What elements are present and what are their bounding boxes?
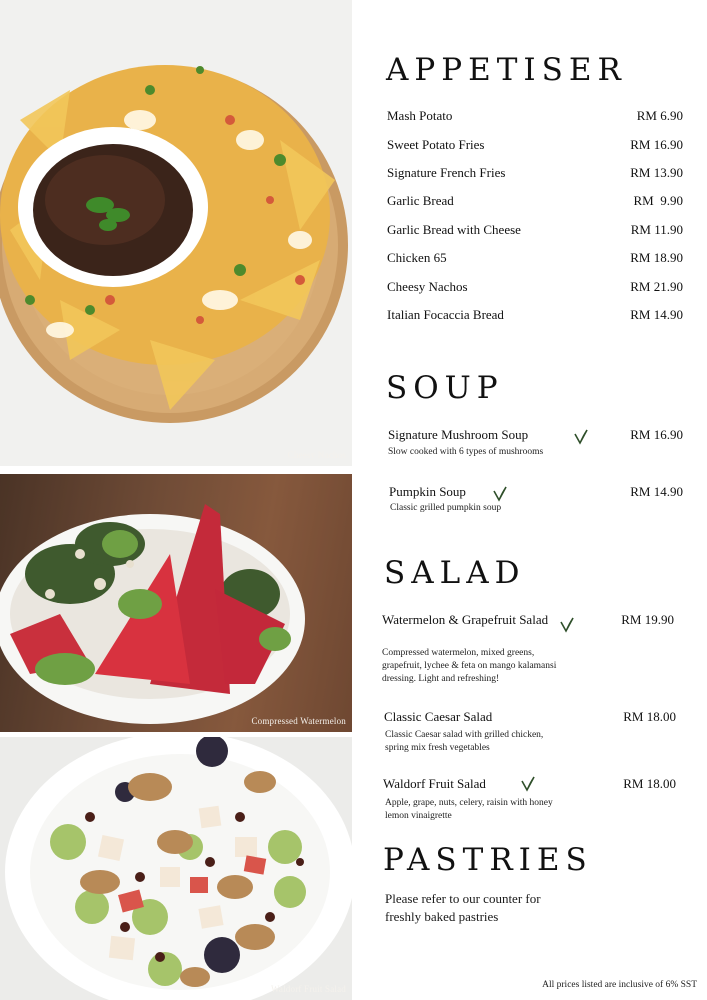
soup-item-description: Slow cooked with 6 types of mushrooms: [388, 447, 544, 457]
appetiser-item-name: Signature French Fries: [387, 165, 506, 180]
appetiser-item-name: Sweet Potato Fries: [387, 137, 485, 152]
pastries-note-line: Please refer to our counter for: [385, 891, 541, 906]
price-disclaimer: All prices listed are inclusive of 6% SST: [542, 980, 697, 990]
nachos-illustration: [0, 0, 352, 466]
soup-item-description: Classic grilled pumpkin soup: [390, 503, 502, 513]
salad-description-line: Compressed watermelon, mixed greens,: [382, 648, 535, 658]
pastries-note: [385, 890, 541, 926]
salad-description-line: dressing. Light and refreshing!: [382, 674, 500, 684]
soup-item-name: Pumpkin Soup: [389, 484, 466, 499]
salad-description-line: spring mix fresh vegetables: [385, 743, 490, 753]
appetiser-item-price: RM 14.90: [630, 307, 683, 322]
appetiser-item-price: RM 6.90: [636, 108, 683, 123]
pastries-note-line: freshly baked pastries: [385, 909, 499, 924]
salad-description-line: Classic Caesar salad with grilled chicken,: [385, 730, 544, 740]
appetiser-item-name: Mash Potato: [387, 108, 453, 123]
photo-caption-watermelon: Compressed Watermelon: [251, 716, 346, 726]
appetiser-item-name: Garlic Bread: [387, 193, 454, 208]
salad-description-line: Apple, grape, nuts, celery, raisin with honey: [385, 798, 553, 808]
soup-item-price: RM 16.90: [630, 427, 683, 442]
vegetarian-icon: [521, 776, 535, 792]
salad-item-description: [382, 647, 556, 686]
soup-item-price: RM 14.90: [630, 484, 683, 499]
nachos-photo: [0, 0, 352, 466]
photo-caption-waldorf: Waldorf Fruit Salad: [270, 984, 346, 994]
pastries-heading: PASTRIES: [383, 842, 593, 878]
salad-item-description: [385, 797, 553, 823]
appetiser-item-price: RM 9.90: [633, 193, 683, 208]
appetiser-item-price: RM 16.90: [630, 137, 683, 152]
appetiser-item-price: RM 18.90: [630, 250, 683, 265]
watermelon-illustration: [0, 474, 352, 732]
appetiser-item-name: Chicken 65: [387, 250, 447, 265]
waldorf-salad-photo: [0, 737, 352, 1000]
appetiser-item-name: Italian Focaccia Bread: [387, 307, 504, 322]
vegetarian-icon: [493, 486, 507, 502]
soup-heading: SOUP: [386, 370, 504, 406]
salad-item-price: RM 18.00: [623, 776, 676, 791]
soup-item-name: Signature Mushroom Soup: [388, 427, 529, 442]
vegetarian-icon: [560, 617, 574, 633]
appetiser-item-name: Cheesy Nachos: [387, 279, 468, 294]
appetiser-item-name: Garlic Bread with Cheese: [387, 222, 521, 237]
appetiser-item-price: RM 13.90: [630, 165, 683, 180]
photo-caption-nachos: Cheesy Nachos: [287, 450, 346, 460]
salad-item-name: Classic Caesar Salad: [384, 709, 493, 724]
watermelon-salad-photo: [0, 474, 352, 732]
waldorf-illustration: [0, 737, 352, 1000]
vegetarian-icon: [574, 429, 588, 445]
salad-item-name: Watermelon & Grapefruit Salad: [382, 612, 549, 627]
salad-heading: SALAD: [384, 555, 526, 591]
appetiser-item-price: RM 21.90: [630, 279, 683, 294]
appetiser-heading: APPETISER: [386, 52, 627, 88]
salad-item-price: RM 18.00: [623, 709, 676, 724]
salad-item-price: RM 19.90: [621, 612, 674, 627]
salad-item-name: Waldorf Fruit Salad: [383, 776, 486, 791]
appetiser-item-price: RM 11.90: [630, 222, 683, 237]
salad-description-line: grapefruit, lychee & feta on mango kalamansi: [382, 661, 557, 671]
salad-description-line: lemon vinaigrette: [385, 811, 452, 821]
salad-item-description: [385, 729, 543, 755]
